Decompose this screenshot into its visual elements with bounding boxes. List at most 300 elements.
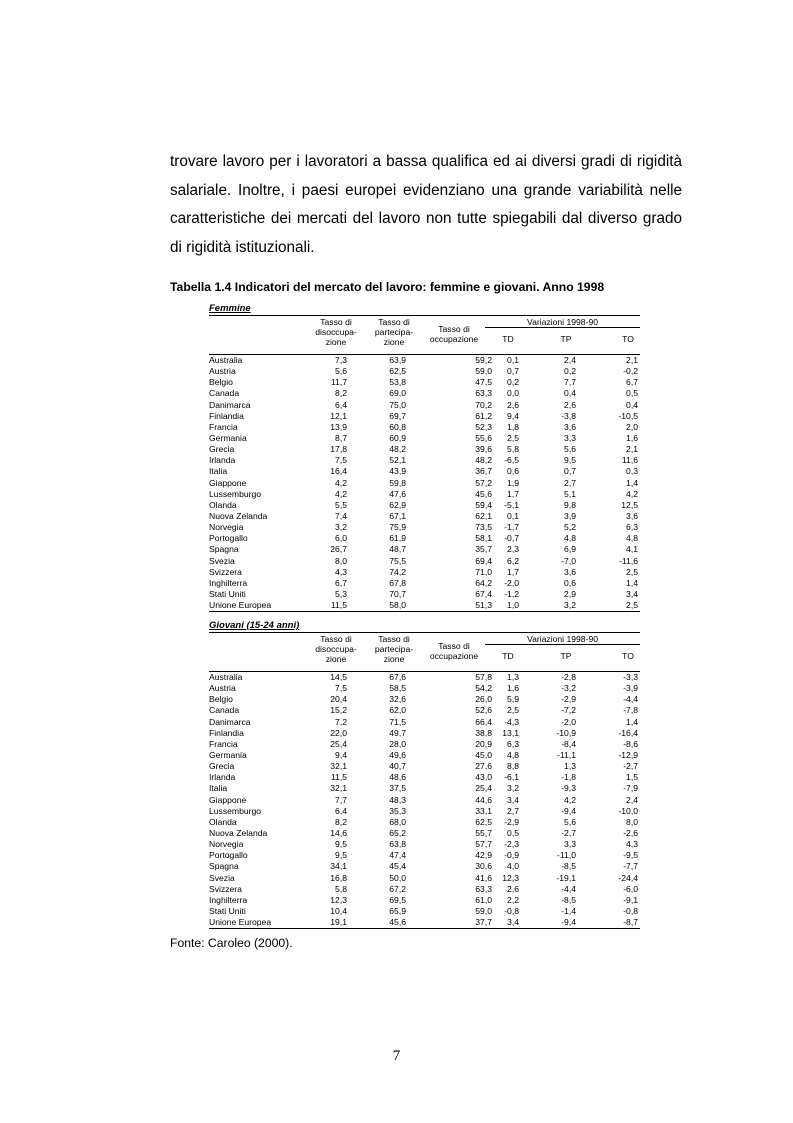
- table-row: [209, 444, 640, 455]
- table-cell: Australia: [209, 355, 243, 365]
- table-cell: -0,2: [623, 366, 638, 377]
- table-row: [209, 600, 640, 611]
- table-cell: 10,4: [330, 905, 347, 916]
- table-cell: 67,1: [389, 510, 406, 521]
- table-cell: 49,7: [389, 727, 406, 738]
- table-cell: 8,0: [335, 555, 347, 566]
- table-cell: 1,4: [626, 577, 638, 588]
- table-cell: -10,0: [618, 805, 638, 816]
- table-cell: 7,5: [335, 683, 347, 694]
- table-cell: 45,4: [389, 861, 406, 872]
- table-cell: Belgio: [209, 377, 233, 388]
- table-cell: 2,9: [564, 588, 576, 599]
- table-cell: -12,9: [618, 749, 638, 760]
- table-cell: 5,6: [564, 444, 576, 455]
- header-variazioni: Variazioni 1998-90: [485, 317, 640, 328]
- table-cell: Belgio: [209, 694, 233, 705]
- table-cell: -2,0: [504, 577, 519, 588]
- table-cell: -0,7: [504, 533, 519, 544]
- header-tp: Tasso di partecipa-zione: [374, 634, 414, 664]
- table-cell: 61,0: [475, 894, 492, 905]
- table-cell: Norvegia: [209, 522, 244, 533]
- table-cell: 7,4: [335, 510, 347, 521]
- youth-rows: [209, 672, 640, 929]
- table-row: [209, 850, 640, 861]
- table-row: [209, 366, 640, 377]
- table-row: [209, 411, 640, 422]
- table-cell: 75,5: [389, 555, 406, 566]
- table-cell: Germania: [209, 749, 247, 760]
- table-cell: 69,5: [389, 894, 406, 905]
- table-cell: Italia: [209, 783, 228, 794]
- header-tp: Tasso di partecipa-zione: [374, 317, 414, 347]
- table-cell: 14,6: [330, 827, 347, 838]
- table-cell: 8,7: [335, 432, 347, 443]
- table-cell: Francia: [209, 421, 238, 432]
- table-cell: -11,6: [619, 555, 638, 566]
- table-cell: 2,2: [507, 894, 519, 905]
- table-cell: 67,4: [475, 588, 492, 599]
- table-cell: -11,0: [557, 850, 576, 861]
- table-cell: 62,0: [389, 705, 406, 716]
- table-cell: -8,6: [623, 738, 638, 749]
- table-cell: Olanda: [209, 499, 237, 510]
- table-cell: 3,3: [564, 432, 576, 443]
- table-cell: 66,4: [475, 716, 492, 727]
- table-cell: 61,2: [475, 410, 492, 421]
- table-cell: Inghilterra: [209, 894, 248, 905]
- women-table-header: [209, 315, 640, 355]
- table-cell: 71,5: [389, 716, 406, 727]
- table-cell: -9,4: [561, 805, 576, 816]
- table-cell: 3,4: [507, 917, 519, 928]
- table-cell: 5,2: [564, 522, 576, 533]
- table-cell: -1,4: [561, 905, 576, 916]
- table-cell: 48,7: [389, 544, 406, 555]
- table-cell: 59,4: [475, 499, 492, 510]
- table-cell: 1,3: [507, 672, 519, 682]
- table-cell: Portogallo: [209, 850, 248, 861]
- table-cell: -9,5: [623, 850, 638, 861]
- table-cell: 42,9: [475, 850, 492, 861]
- table-cell: 48,2: [475, 455, 492, 466]
- table-cell: 6,9: [564, 544, 576, 555]
- table-cell: 0,5: [626, 388, 638, 399]
- table-cell: 63,3: [475, 388, 492, 399]
- table-row: [209, 728, 640, 739]
- table-cell: 0,2: [564, 366, 576, 377]
- table-cell: 65,2: [389, 827, 406, 838]
- table-cell: 14,5: [330, 672, 347, 682]
- youth-section-title: Giovani (15-24 anni): [209, 620, 300, 631]
- table-cell: 4,3: [626, 839, 638, 850]
- table-cell: 52,6: [475, 705, 492, 716]
- table-cell: 45,0: [475, 749, 492, 760]
- table-cell: Finlandia: [209, 727, 244, 738]
- table-cell: 4,0: [507, 861, 519, 872]
- table-cell: 67,2: [389, 883, 406, 894]
- table-cell: Grecia: [209, 761, 235, 772]
- table-cell: -3,2: [561, 683, 576, 694]
- table-cell: 32,1: [330, 783, 347, 794]
- table-cell: 8,2: [335, 816, 347, 827]
- table-cell: Canada: [209, 705, 240, 716]
- table-row: [209, 917, 640, 928]
- women-section-title: Femmine: [209, 303, 251, 314]
- table-cell: Svizzera: [209, 566, 242, 577]
- table-cell: 60,9: [389, 432, 406, 443]
- table-cell: 74,2: [389, 566, 406, 577]
- table-cell: 0,1: [507, 355, 519, 365]
- table-cell: 12,1: [330, 410, 347, 421]
- table-cell: 4,2: [335, 477, 347, 488]
- table-cell: 6,4: [335, 399, 347, 410]
- table-cell: -3,3: [623, 672, 638, 682]
- women-table: [209, 303, 640, 612]
- table-cell: 58,1: [475, 533, 492, 544]
- table-cell: Lussemburgo: [209, 488, 262, 499]
- table-cell: 0,5: [507, 827, 519, 838]
- table-row: [209, 906, 640, 917]
- table-cell: Austria: [209, 683, 236, 694]
- table-cell: 59,8: [389, 477, 406, 488]
- table-cell: Giappone: [209, 794, 247, 805]
- table-cell: 5,8: [507, 444, 519, 455]
- table-cell: 3,4: [507, 794, 519, 805]
- table-cell: 5,9: [507, 694, 519, 705]
- table-cell: Lussemburgo: [209, 805, 262, 816]
- table-row: [209, 400, 640, 411]
- table-cell: 39,6: [475, 444, 492, 455]
- header-to: Tasso di occupazione: [429, 324, 479, 344]
- table-row: [209, 861, 640, 872]
- table-cell: 5,6: [335, 366, 347, 377]
- table-cell: 65,9: [389, 905, 406, 916]
- table-cell: Norvegia: [209, 839, 244, 850]
- table-cell: 1,4: [626, 477, 638, 488]
- table-cell: 2,5: [507, 432, 519, 443]
- table-cell: 9,5: [564, 455, 576, 466]
- table-cell: Svezia: [209, 872, 235, 883]
- table-row: [209, 828, 640, 839]
- table-cell: 5,6: [564, 816, 576, 827]
- table-cell: Grecia: [209, 444, 235, 455]
- table-cell: 67,8: [389, 577, 406, 588]
- table-cell: 0,4: [564, 388, 576, 399]
- table-cell: Giappone: [209, 477, 247, 488]
- table-row: [209, 750, 640, 761]
- table-cell: 1,3: [564, 761, 576, 772]
- table-cell: 57,7: [475, 839, 492, 850]
- header-sub-to: TO: [622, 334, 634, 344]
- table-row: [209, 672, 640, 683]
- table-cell: -19,1: [556, 872, 576, 883]
- table-cell: 1,7: [507, 488, 519, 499]
- table-cell: -6,0: [623, 883, 638, 894]
- table-cell: Svezia: [209, 555, 235, 566]
- table-cell: 3,3: [564, 839, 576, 850]
- table-cell: 9,4: [507, 410, 519, 421]
- table-cell: 35,7: [475, 544, 492, 555]
- table-cell: -2,7: [561, 827, 576, 838]
- table-cell: 17,8: [330, 444, 347, 455]
- table-cell: 75,0: [389, 399, 406, 410]
- table-cell: 13,1: [502, 727, 519, 738]
- table-cell: 15,2: [330, 705, 347, 716]
- table-cell: 2,7: [507, 805, 519, 816]
- table-cell: 47,4: [389, 850, 406, 861]
- table-cell: 2,6: [507, 399, 519, 410]
- table-cell: 49,6: [389, 749, 406, 760]
- table-row: [209, 455, 640, 466]
- table-cell: 22,0: [330, 727, 347, 738]
- table-cell: -1,8: [561, 772, 576, 783]
- table-cell: 70,7: [389, 588, 406, 599]
- table-cell: 9,8: [564, 499, 576, 510]
- table-cell: 70,2: [475, 399, 492, 410]
- table-cell: 2,5: [626, 600, 638, 611]
- table-cell: 59,0: [475, 905, 492, 916]
- table-row: [209, 839, 640, 850]
- table-cell: -7,0: [561, 555, 576, 566]
- header-sub-tp: TP: [560, 334, 572, 344]
- table-cell: 45,6: [389, 917, 406, 928]
- table-cell: 57,2: [475, 477, 492, 488]
- table-cell: -2,8: [561, 672, 576, 682]
- table-cell: 48,6: [389, 772, 406, 783]
- table-cell: 69,0: [389, 388, 406, 399]
- table-cell: 2,3: [507, 544, 519, 555]
- table-cell: 59,0: [475, 366, 492, 377]
- table-cell: 0,6: [564, 577, 576, 588]
- header-sub-to: TO: [622, 651, 634, 661]
- table-cell: -0,8: [504, 905, 519, 916]
- table-cell: Irlanda: [209, 455, 236, 466]
- table-cell: -11,1: [557, 749, 576, 760]
- table-row: [209, 717, 640, 728]
- table-cell: -4,3: [504, 716, 519, 727]
- table-cell: 9,4: [335, 749, 347, 760]
- table-cell: -8,5: [561, 861, 576, 872]
- table-cell: 5,3: [335, 588, 347, 599]
- table-cell: -8,4: [561, 738, 576, 749]
- table-cell: 58,0: [389, 600, 406, 611]
- table-cell: 6,3: [507, 738, 519, 749]
- table-cell: 5,1: [564, 488, 576, 499]
- table-cell: 45,6: [475, 488, 492, 499]
- table-cell: 13,9: [330, 421, 347, 432]
- table-cell: Austria: [209, 366, 236, 377]
- table-cell: 25,4: [475, 783, 492, 794]
- table-cell: 32,1: [330, 761, 347, 772]
- table-cell: 0,7: [507, 366, 519, 377]
- table-cell: 33,1: [475, 805, 492, 816]
- table-cell: 62,1: [475, 510, 492, 521]
- table-cell: 36,7: [475, 466, 492, 477]
- table-cell: 44,6: [475, 794, 492, 805]
- table-cell: 8,2: [335, 388, 347, 399]
- header-sub-td: TD: [502, 651, 514, 661]
- table-cell: 9,5: [335, 850, 347, 861]
- table-cell: 53,8: [389, 377, 406, 388]
- table-row: [209, 705, 640, 716]
- table-cell: 55,7: [475, 827, 492, 838]
- table-cell: 25,4: [330, 738, 347, 749]
- table-row: [209, 884, 640, 895]
- table-cell: -10,5: [618, 410, 638, 421]
- table-cell: 48,3: [389, 794, 406, 805]
- table-cell: -8,5: [561, 894, 576, 905]
- source-note: Fonte: Caroleo (2000).: [170, 936, 293, 950]
- table-cell: 0,1: [507, 510, 519, 521]
- table-cell: Stati Uniti: [209, 905, 246, 916]
- table-cell: -2,7: [623, 761, 638, 772]
- table-cell: 40,7: [389, 761, 406, 772]
- table-cell: 4,8: [626, 533, 638, 544]
- table-cell: 58,5: [389, 683, 406, 694]
- table-cell: -2,9: [504, 816, 519, 827]
- table-row: [209, 544, 640, 555]
- table-cell: -1,2: [504, 588, 519, 599]
- table-cell: 51,3: [475, 600, 492, 611]
- table-cell: 57,8: [475, 672, 492, 682]
- table-cell: -3,8: [561, 410, 576, 421]
- table-cell: 4,8: [564, 533, 576, 544]
- table-cell: 52,1: [389, 455, 406, 466]
- table-cell: 1,5: [626, 772, 638, 783]
- table-cell: 63,8: [389, 839, 406, 850]
- table-cell: Danimarca: [209, 716, 251, 727]
- table-cell: 4,1: [626, 544, 638, 555]
- table-cell: 1,0: [507, 600, 519, 611]
- header-sub-td: TD: [502, 334, 514, 344]
- table-cell: 41,6: [475, 872, 492, 883]
- table-cell: 2,6: [564, 399, 576, 410]
- table-cell: 64,2: [475, 577, 492, 588]
- table-cell: 43,0: [475, 772, 492, 783]
- table-row: [209, 739, 640, 750]
- table-cell: 1,4: [626, 716, 638, 727]
- table-cell: -9,4: [561, 917, 576, 928]
- table-cell: 11,5: [330, 772, 347, 783]
- table-cell: 7,2: [335, 716, 347, 727]
- table-cell: 6,7: [335, 577, 347, 588]
- table-cell: Danimarca: [209, 399, 251, 410]
- table-cell: 1,6: [626, 432, 638, 443]
- table-row: [209, 466, 640, 477]
- table-cell: 0,4: [626, 399, 638, 410]
- table-cell: 68,0: [389, 816, 406, 827]
- table-cell: -10,9: [556, 727, 576, 738]
- table-cell: 1,6: [507, 683, 519, 694]
- table-cell: -16,4: [618, 727, 638, 738]
- table-row: [209, 422, 640, 433]
- table-cell: 5,5: [335, 499, 347, 510]
- table-cell: 48,2: [389, 444, 406, 455]
- table-cell: -1,7: [504, 522, 519, 533]
- header-sub-tp: TP: [560, 651, 572, 661]
- table-cell: -4,4: [561, 883, 576, 894]
- table-cell: 30,6: [475, 861, 492, 872]
- table-cell: -6,1: [504, 772, 519, 783]
- table-cell: Italia: [209, 466, 228, 477]
- table-cell: -3,9: [623, 683, 638, 694]
- table-cell: 62,9: [389, 499, 406, 510]
- header-td: Tasso di disoccupa-zione: [315, 634, 357, 664]
- table-row: [209, 683, 640, 694]
- table-cell: Irlanda: [209, 772, 236, 783]
- table-cell: 3,6: [564, 566, 576, 577]
- table-row: [209, 578, 640, 589]
- table-cell: 3,2: [564, 600, 576, 611]
- table-cell: 75,9: [389, 522, 406, 533]
- table-cell: -2,6: [623, 827, 638, 838]
- table-cell: 0,6: [507, 466, 519, 477]
- table-cell: -4,4: [623, 694, 638, 705]
- table-cell: 2,7: [564, 477, 576, 488]
- table-cell: 12,5: [621, 499, 638, 510]
- women-rows: [209, 355, 640, 612]
- table-cell: -8,7: [623, 917, 638, 928]
- table-row: [209, 556, 640, 567]
- table-cell: 63,9: [389, 355, 406, 365]
- table-cell: 50,0: [389, 872, 406, 883]
- table-cell: -2,9: [561, 694, 576, 705]
- table-cell: 2,0: [626, 421, 638, 432]
- header-to: Tasso di occupazione: [429, 641, 479, 661]
- table-cell: 11,7: [330, 377, 347, 388]
- table-cell: 6,7: [626, 377, 638, 388]
- table-cell: Germania: [209, 432, 247, 443]
- table-cell: -7,9: [623, 783, 638, 794]
- table-cell: 9,5: [335, 839, 347, 850]
- table-cell: -9,3: [561, 783, 576, 794]
- table-row: [209, 761, 640, 772]
- table-cell: 11,6: [621, 455, 638, 466]
- table-row: [209, 511, 640, 522]
- table-cell: 4,2: [626, 488, 638, 499]
- table-cell: 37,5: [389, 783, 406, 794]
- table-cell: 16,8: [330, 872, 347, 883]
- header-variazioni: Variazioni 1998-90: [485, 634, 640, 645]
- table-row: [209, 533, 640, 544]
- table-cell: 20,4: [330, 694, 347, 705]
- table-row: [209, 783, 640, 794]
- table-cell: -6,5: [504, 455, 519, 466]
- table-cell: 32,6: [389, 694, 406, 705]
- table-cell: 2,4: [564, 355, 576, 365]
- table-cell: -2,3: [504, 839, 519, 850]
- table-cell: -9,1: [623, 894, 638, 905]
- table-cell: -7,7: [623, 861, 638, 872]
- table-cell: -7,8: [623, 705, 638, 716]
- table-cell: 6,2: [507, 555, 519, 566]
- table-cell: 2,5: [626, 566, 638, 577]
- table-cell: 59,2: [475, 355, 492, 365]
- table-cell: 7,3: [335, 355, 347, 365]
- table-cell: -0,8: [623, 905, 638, 916]
- table-cell: Portogallo: [209, 533, 248, 544]
- table-cell: 47,6: [389, 488, 406, 499]
- table-caption: Tabella 1.4 Indicatori del mercato del lavoro: femmine e giovani. Anno 1998: [170, 280, 605, 294]
- table-cell: 7,5: [335, 455, 347, 466]
- table-cell: 5,8: [335, 883, 347, 894]
- table-cell: 2,6: [507, 883, 519, 894]
- table-cell: 34,1: [330, 861, 347, 872]
- table-cell: Finlandia: [209, 410, 244, 421]
- table-row: [209, 377, 640, 388]
- table-cell: 7,7: [335, 794, 347, 805]
